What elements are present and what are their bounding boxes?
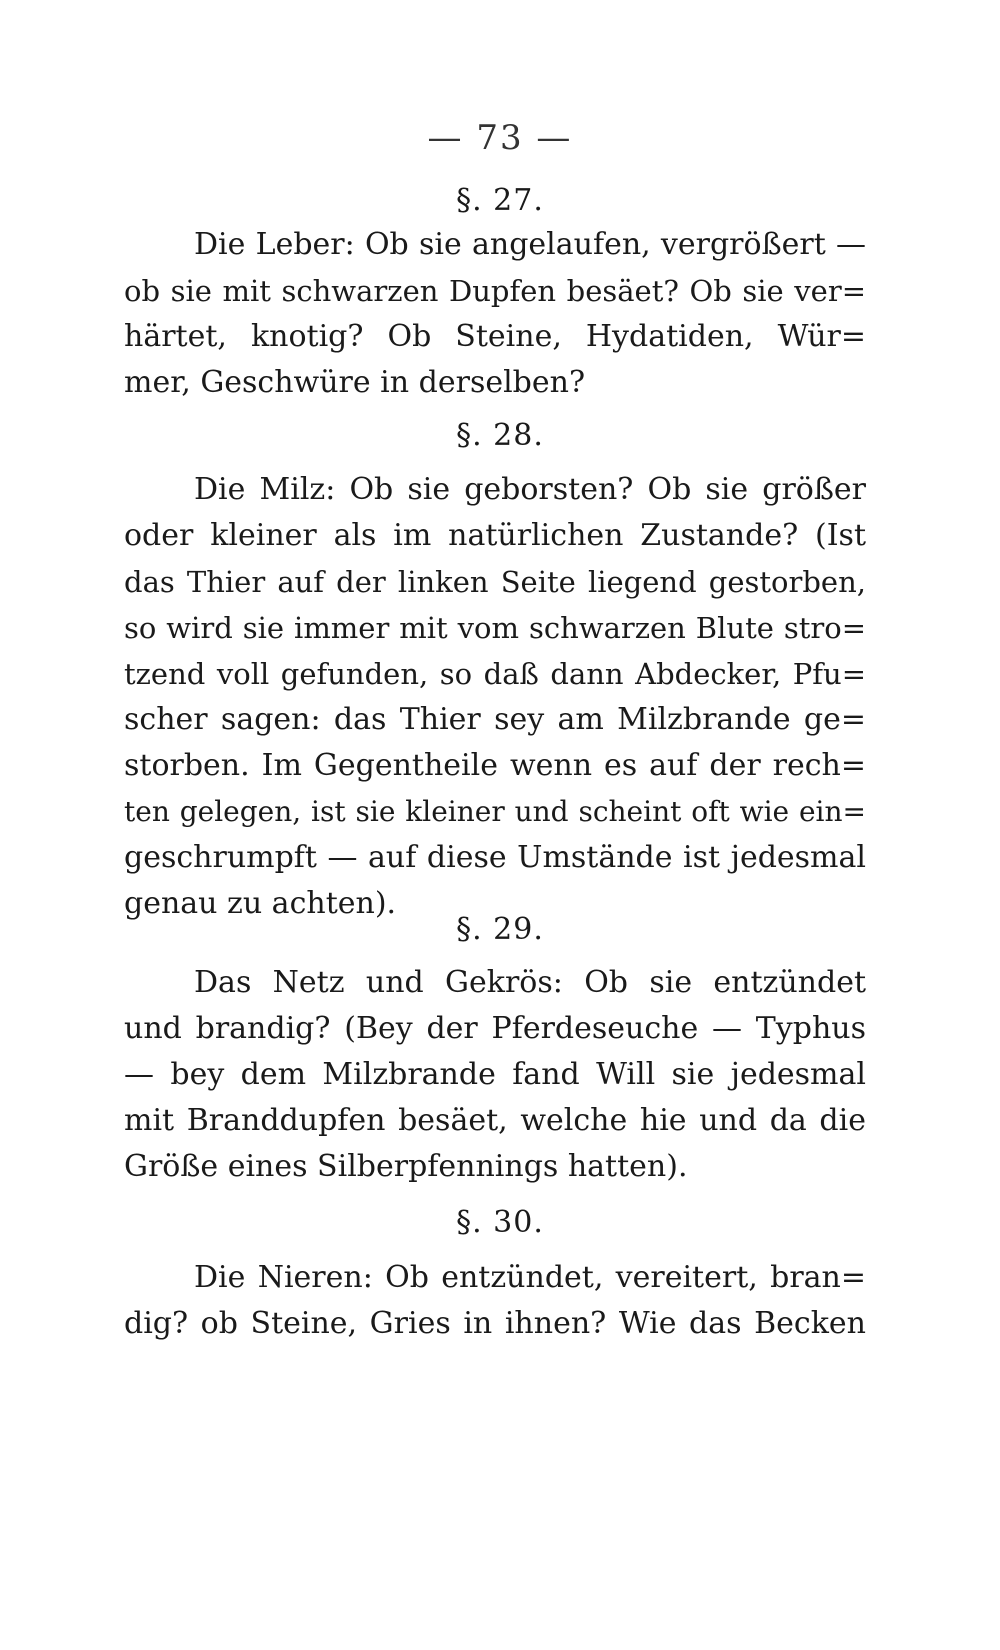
section-27-paragraph	[124, 222, 866, 406]
text-line: Größe eines Silberpfennings hatten).	[124, 1149, 688, 1184]
text-line: Das Netz und Gekrös: Ob sie entzündet	[194, 965, 866, 1000]
text-line: so wird sie immer mit vom schwarzen Blute stro=	[124, 611, 866, 645]
text-line: oder kleiner als im natürlichen Zustande? (Ist	[124, 518, 866, 553]
section-28-paragraph	[124, 467, 866, 927]
text-line: Die Nieren: Ob entzündet, vereitert, bran=	[194, 1260, 866, 1295]
text-line: mit Branddupfen besäet, welche hie und da die	[124, 1103, 866, 1138]
text-line: Die Milz: Ob sie geborsten? Ob sie größer	[194, 472, 866, 507]
section-29-paragraph	[124, 960, 866, 1190]
page-number-header: — 73 —	[427, 118, 573, 158]
text-line: härtet, knotig? Ob Steine, Hydatiden, Wür=	[124, 319, 866, 354]
text-line: storben. Im Gegentheile wenn es auf der rech=	[124, 748, 866, 783]
text-line: tzend voll gefunden, so daß dann Abdecker, Pfu=	[124, 657, 866, 691]
text-line: ob sie mit schwarzen Dupfen besäet? Ob sie ver=	[124, 274, 866, 308]
section-heading-27: §. 27.	[456, 183, 544, 218]
section-30-paragraph	[124, 1255, 866, 1347]
text-line: ten gelegen, ist sie kleiner und scheint oft wie ein=	[124, 795, 866, 828]
text-line: mer, Geschwüre in derselben?	[124, 365, 586, 400]
text-line: geschrumpft — auf diese Umstände ist jedesmal	[124, 840, 866, 875]
section-heading-28: §. 28.	[456, 418, 544, 453]
text-line: — bey dem Milzbrande fand Will sie jedesmal	[124, 1057, 866, 1092]
text-line: Die Leber: Ob sie angelaufen, vergrößert —	[194, 227, 866, 262]
text-line: das Thier auf der linken Seite liegend gestorben,	[124, 565, 866, 599]
text-line: genau zu achten).	[124, 886, 397, 921]
text-line: scher sagen: das Thier sey am Milzbrande ge=	[124, 702, 866, 737]
section-heading-30: §. 30.	[456, 1205, 544, 1240]
text-line: und brandig? (Bey der Pferdeseuche — Typhus	[124, 1011, 866, 1046]
text-line: dig? ob Steine, Gries in ihnen? Wie das Becken	[124, 1306, 866, 1341]
section-heading-29: §. 29.	[456, 912, 544, 947]
